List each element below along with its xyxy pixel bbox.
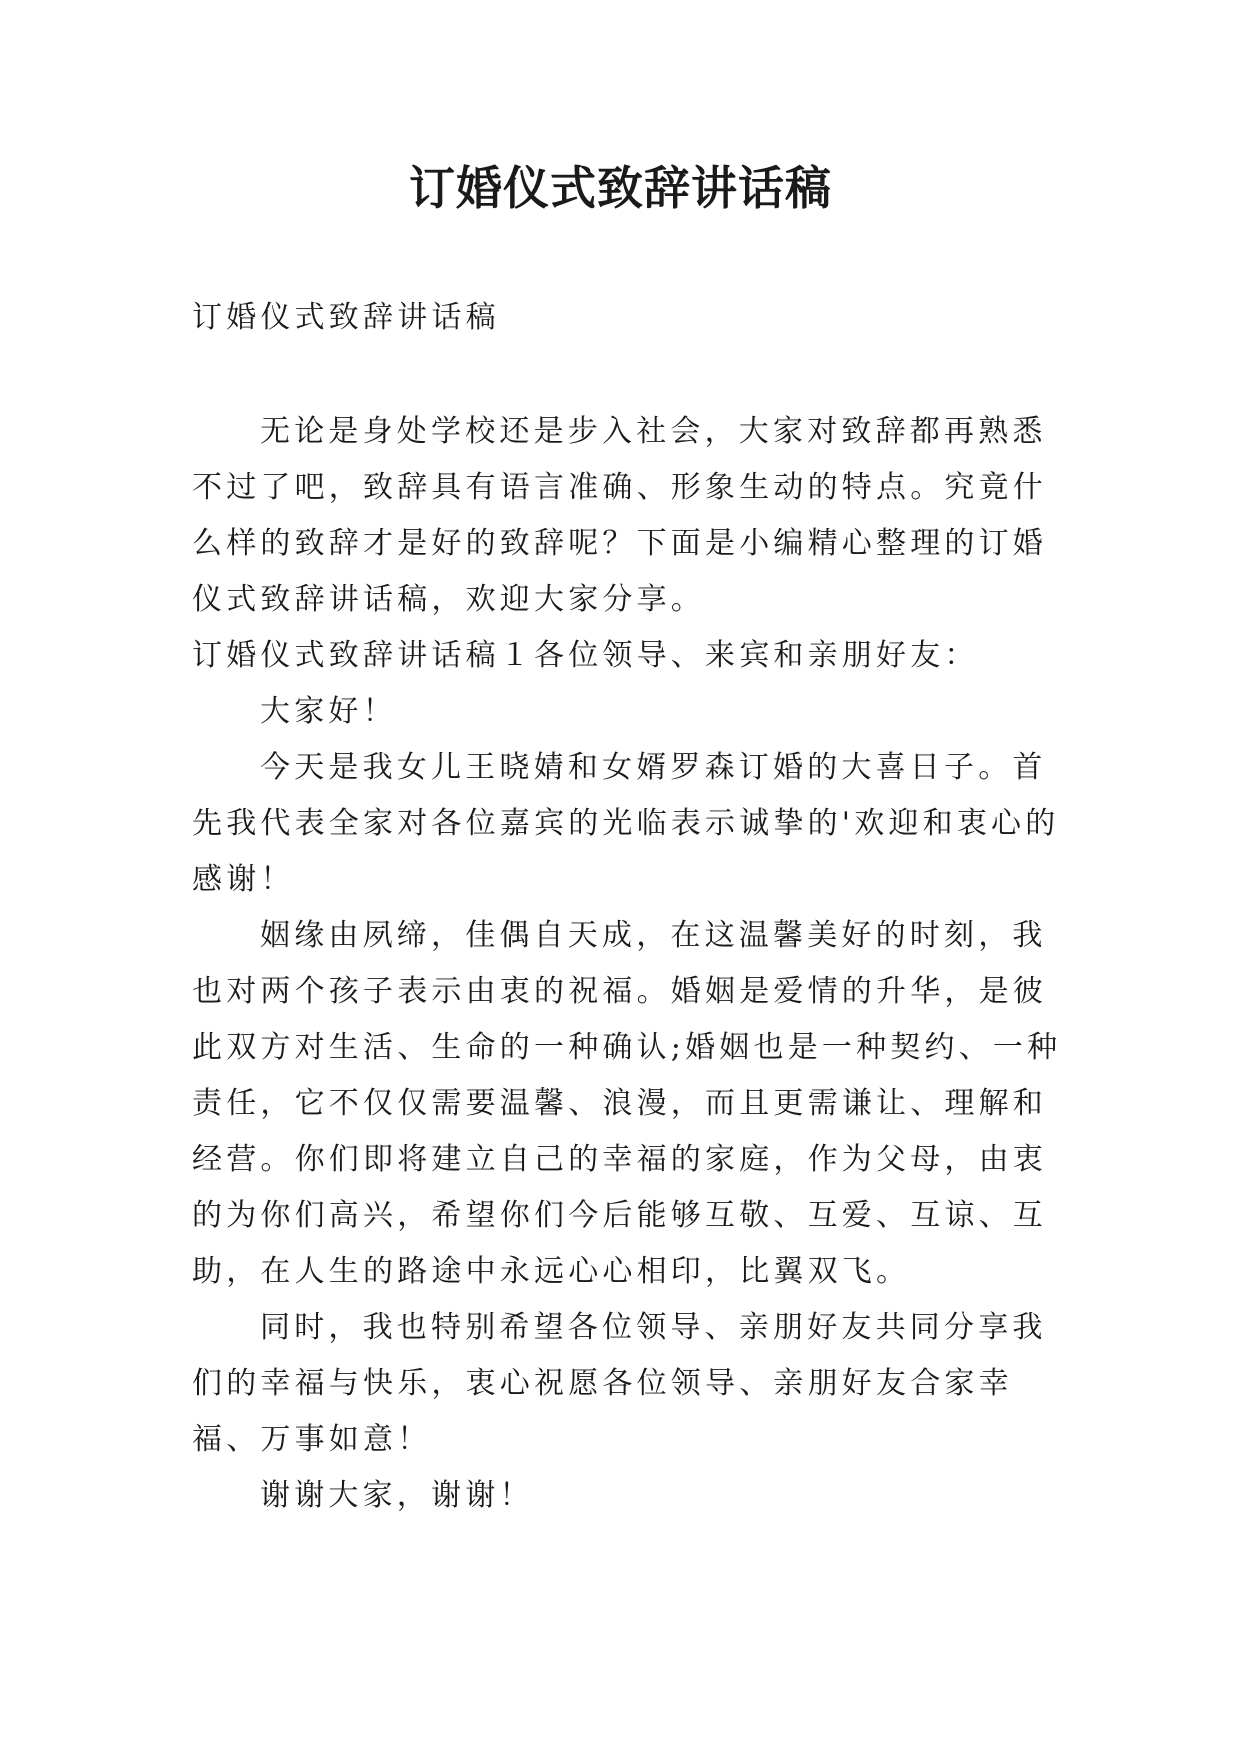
intro-paragraph: 无论是身处学校还是步入社会，大家对致辞都再熟悉不过了吧，致辞具有语言准确、形象生动的特点。究竟什么样的致辞才是好的致辞呢？下面是小编精心整理的订婚仪式致辞讲话稿，欢迎大家分享。 (192, 414, 1047, 617)
closing-paragraph: 谢谢大家，谢谢！ (260, 1478, 534, 1513)
document-body (192, 290, 1062, 1524)
document-title: 订婚仪式致辞讲话稿 (409, 161, 832, 215)
speech-heading: 订婚仪式致辞讲话稿１各位领导、来宾和亲朋好友： (192, 638, 979, 673)
wish-paragraph: 同时，我也特别希望各位领导、亲朋好友共同分享我们的幸福与快乐，衷心祝愿各位领导、亲朋好友合家幸福、万事如意！ (192, 1310, 1047, 1457)
greeting-paragraph: 大家好！ (260, 694, 397, 729)
welcome-paragraph: 今天是我女儿王晓婧和女婿罗森订婚的大喜日子。首先我代表全家对各位嘉宾的光临表示诚挚的'欢迎和衷心的感谢！ (192, 750, 1060, 897)
spacer (192, 346, 1062, 404)
document-subtitle: 订婚仪式致辞讲话稿 (192, 300, 500, 335)
blessing-paragraph: 姻缘由夙缔，佳偶自天成，在这温馨美好的时刻，我也对两个孩子表示由衷的祝福。婚姻是爱情的升华，是彼此双方对生活、生命的一种确认;婚姻也是一种契约、一种责任，它不仅仅需要温馨、浪漫，而且更需谦让、理解和经营。你们即将建立自己的幸福的家庭，作为父母，由衷的为你们高兴，希望你们今后能够互敬、互爱、互谅、互助，在人生的路途中永远心心相印，比翼双飞。 (192, 918, 1062, 1289)
